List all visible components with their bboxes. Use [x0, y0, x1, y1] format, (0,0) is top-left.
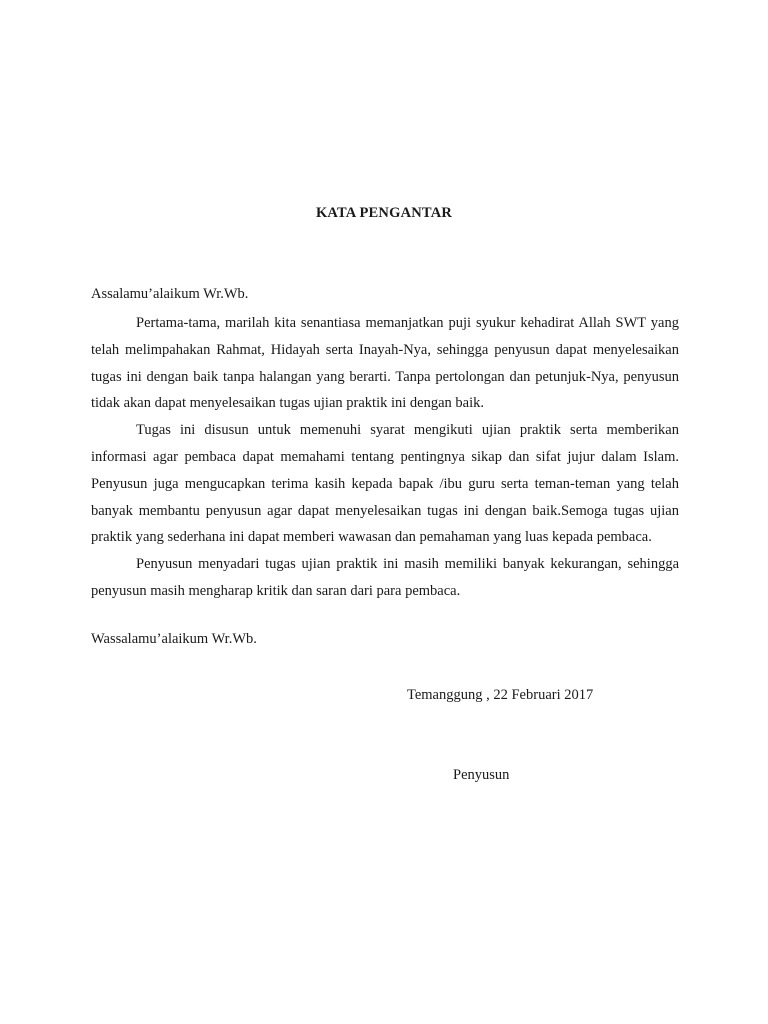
paragraph: Penyusun menyadari tugas ujian praktik ini masih memiliki banyak kekurangan, sehingga penyusun masih mengharap kritik dan saran dari para pembaca. [91, 556, 679, 599]
opening-greeting: Assalamu’alaikum Wr.Wb. [91, 286, 249, 302]
place-date: Temanggung , 22 Februari 2017 [407, 687, 594, 703]
paragraph: Pertama-tama, marilah kita senantiasa memanjatkan puji syukur kehadirat Allah SWT yang telah melimpahakan Rahmat, Hidayah serta Inayah-Nya, sehingga penyusun dapat menyelesaikan tugas ini dengan baik tanpa halangan yang berarti. Tanpa pertolongan dan petunjuk-Nya, penyusun tidak akan dapat menyelesaikan tugas ujian praktik ini dengan baik. [91, 315, 679, 412]
body-text [91, 310, 679, 605]
signature-label: Penyusun [453, 767, 510, 783]
closing-greeting: Wassalamu’alaikum Wr.Wb. [91, 631, 257, 647]
paragraph: Tugas ini disusun untuk memenuhi syarat mengikuti ujian praktik serta memberikan informasi agar pembaca dapat memahami tentang pentingnya sikap dan sifat jujur dalam Islam. Penyusun juga mengucapkan terima kasih kepada bapak /ibu guru serta teman-teman yang telah banyak membantu penyusun agar dapat menyelesaikan tugas ini dengan baik.Semoga tugas ujian praktik yang sederhana ini dapat memberi wawasan dan pemahaman yang luas kepada pembaca. [91, 422, 679, 546]
document-title: KATA PENGANTAR [315, 205, 453, 221]
